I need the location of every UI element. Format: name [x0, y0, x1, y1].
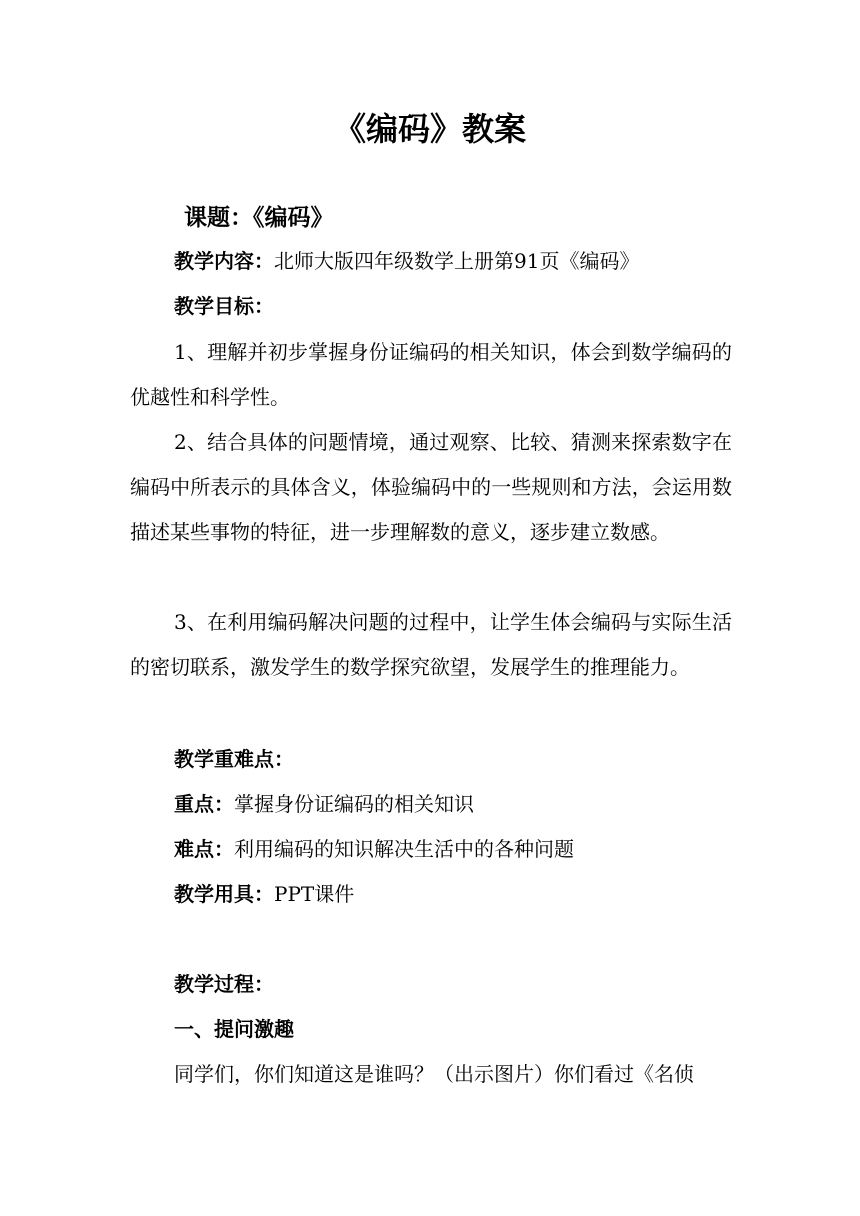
teaching-tools	[174, 879, 354, 909]
teaching-goals-heading: 教学目标：	[174, 294, 274, 318]
section-1-text: 同学们，你们知道这是谁吗？（出示图片）你们看过《名侦	[174, 1062, 694, 1086]
process-heading: 教学过程：	[174, 972, 274, 996]
section-1-heading: 一、提问激趣	[174, 1017, 294, 1041]
goal-item-1: 1、理解并初步掌握身份证编码的相关知识，体会到数学编码的优越性和科学性。	[130, 340, 732, 409]
difficulty-label: 难点：	[174, 837, 234, 861]
focus-label: 重点：	[174, 792, 234, 816]
focus-text: 掌握身份证编码的相关知识	[234, 792, 474, 816]
document-title: 《编码》教案	[333, 110, 526, 148]
teaching-tools-text: PPT课件	[274, 882, 355, 906]
teaching-content-label: 教学内容：	[174, 249, 274, 273]
focus-point	[174, 789, 474, 819]
difficulty-text: 利用编码的知识解决生活中的各种问题	[234, 837, 574, 861]
difficulty-point	[174, 834, 574, 864]
teaching-content	[174, 246, 639, 276]
teaching-content-text: 北师大版四年级数学上册第91页《编码》	[274, 249, 640, 273]
lesson-topic: 课题：《编码》	[184, 205, 334, 231]
goal-item-2: 2、结合具体的问题情境，通过观察、比较、猜测来探索数字在编码中所表示的具体含义，体验编码中的一些规则和方法，会运用数描述某些事物的特征，进一步理解数的意义，逐步建立数感。	[130, 430, 732, 544]
teaching-tools-label: 教学用具：	[174, 882, 274, 906]
key-points-heading: 教学重难点：	[174, 747, 294, 771]
goal-item-3: 3、在利用编码解决问题的过程中，让学生体会编码与实际生活的密切联系，激发学生的数学探究欲望，发展学生的推理能力。	[130, 610, 732, 679]
